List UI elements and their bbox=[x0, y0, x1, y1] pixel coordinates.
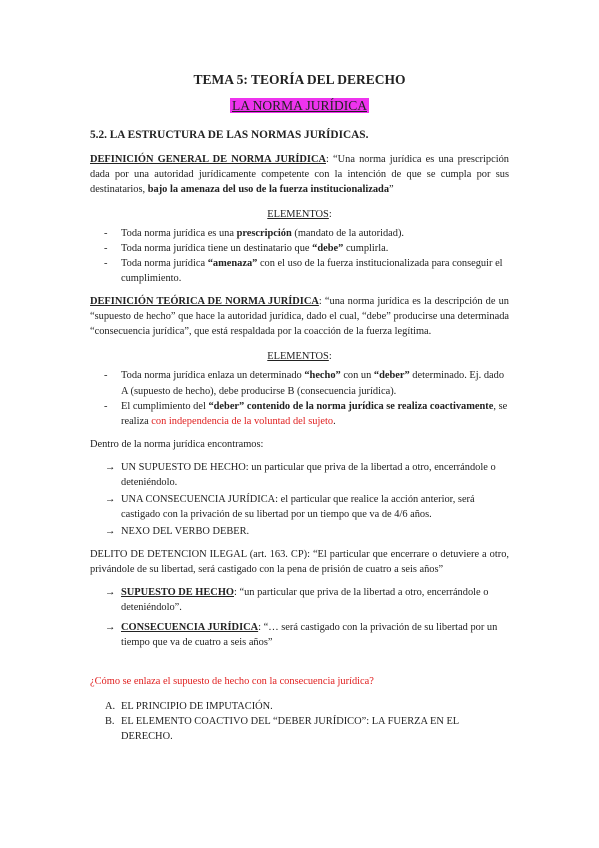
document-subtitle: LA NORMA JURÍDICA bbox=[231, 97, 367, 113]
definition-teorica-label: DEFINICIÓN TEÓRICA DE NORMA JURÍDICA bbox=[90, 296, 319, 308]
item-text: . bbox=[333, 415, 336, 427]
arrow-item-content bbox=[121, 620, 509, 650]
arrow-icon: → bbox=[105, 526, 116, 538]
arrow-item bbox=[90, 585, 509, 615]
definition-general-label: DEFINICIÓN GENERAL DE NORMA JURÍDICA bbox=[90, 153, 326, 165]
list-item bbox=[90, 399, 509, 429]
elementos-heading-2 bbox=[90, 349, 509, 364]
delito-paragraph: DELITO DE DETENCION ILEGAL (art. 163. CP): “El particular que encerrare o detuviere a otro, privándole de su libertad, será castigado con la pena de prisión de cuatro a seis años” bbox=[90, 549, 509, 576]
definition-general-text: : “Una norma jurídica es una prescripción dada por una autoridad jurídicamente competente con la intención de que se cumpla por sus destinatarios, bbox=[90, 153, 509, 195]
document-title: TEMA 5: TEORÍA DEL DERECHO bbox=[193, 72, 406, 87]
item-text: con el uso de la fuerza institucionalizada para conseguir el cumplimiento. bbox=[121, 257, 503, 285]
elementos-list-2 bbox=[90, 368, 509, 428]
item-text: Toda norma jurídica tiene un destinatario que bbox=[121, 242, 313, 254]
item-bold: “debe” bbox=[312, 242, 344, 254]
item-text: (mandato de la autoridad). bbox=[291, 227, 405, 239]
definition-teorica-text: : “una norma jurídica es la descripción de un “supuesto de hecho” que hace la autoridad jurídica, dado el cual, “debe” producirse una determinada “consecuencia jurídica”, que está respaldada por la coacción de la fuerza legítima. bbox=[90, 296, 509, 338]
dentro-paragraph: Dentro de la norma jurídica encontramos: bbox=[90, 438, 264, 450]
subtitle-wrap bbox=[90, 96, 509, 116]
arrow-list bbox=[90, 460, 509, 539]
list-item bbox=[90, 256, 509, 286]
list-item bbox=[90, 241, 509, 256]
item-text: , se realiza bbox=[121, 400, 508, 427]
definition-general-bold: bajo la amenaza del uso de la fuerza institucionalizada bbox=[147, 183, 390, 195]
question-text: ¿Cómo se enlaza el supuesto de hecho con la consecuencia jurídica? bbox=[90, 675, 374, 687]
item-text: cumplirla. bbox=[343, 242, 389, 254]
item-bold: “deber” bbox=[373, 370, 410, 382]
arrow-item-label: SUPUESTO DE HECHO bbox=[121, 587, 234, 599]
delito-list bbox=[90, 585, 509, 649]
arrow-icon: → bbox=[105, 621, 116, 633]
list-item bbox=[90, 226, 509, 241]
elementos-label: ELEMENTOS bbox=[267, 208, 329, 220]
arrow-item bbox=[90, 620, 509, 650]
item-bold: prescripción bbox=[236, 227, 292, 239]
arrow-icon: → bbox=[105, 587, 116, 599]
arrow-icon: → bbox=[105, 493, 116, 505]
elementos-colon: : bbox=[328, 351, 332, 363]
arrow-item-text: : “… será castigado con la privación de su libertad por un tiempo que va de cuatro a seis años” bbox=[121, 621, 498, 648]
answer-marker: B. bbox=[105, 715, 115, 727]
item-text: determinado. Ej. dado A (supuesto de hecho), debe producirse B (consecuencia jurídica). bbox=[121, 370, 505, 397]
elementos-list-1 bbox=[90, 226, 509, 286]
item-text: Toda norma jurídica es una bbox=[121, 227, 237, 239]
section-heading: 5.2. LA ESTRUCTURA DE LAS NORMAS JURÍDICAS. bbox=[90, 129, 369, 142]
answer-list bbox=[90, 699, 509, 744]
answer-text: EL PRINCIPIO DE IMPUTACIÓN. bbox=[121, 700, 273, 712]
arrow-item bbox=[90, 524, 509, 539]
item-bold: “deber” contenido de la norma jurídica se realiza coactivamente bbox=[208, 400, 494, 412]
elementos-label: ELEMENTOS bbox=[267, 351, 329, 363]
arrow-item-text: : “un particular que priva de la libertad a otro, encerrándole o deteniéndolo”. bbox=[121, 587, 489, 614]
answer-marker: A. bbox=[105, 700, 116, 712]
item-red-text: con independencia de la voluntad del sujeto bbox=[151, 415, 334, 427]
arrow-item-text: UN SUPUESTO DE HECHO: un particular que priva de la libertad a otro, encerrándole o deteniéndolo. bbox=[121, 461, 496, 488]
arrow-item-text: UNA CONSECUENCIA JURÍDICA: el particular que realice la acción anterior, será castigado con la privación de su libertad por un tiempo que va de 4/6 años. bbox=[121, 493, 475, 521]
answer-text: EL ELEMENTO COACTIVO DEL “DEBER JURÍDICO”: LA FUERZA EN EL DERECHO. bbox=[121, 715, 459, 742]
arrow-item bbox=[90, 460, 509, 490]
item-text: El cumplimiento del bbox=[121, 400, 209, 412]
item-bold: “hecho” bbox=[304, 370, 341, 382]
arrow-item-text: NEXO DEL VERBO DEBER. bbox=[121, 526, 250, 538]
answer-item bbox=[90, 699, 509, 714]
elementos-colon: : bbox=[328, 208, 332, 220]
elementos-heading-1 bbox=[90, 207, 509, 222]
item-text: Toda norma jurídica bbox=[121, 257, 208, 269]
definition-teorica bbox=[90, 294, 509, 339]
arrow-icon: → bbox=[105, 461, 116, 473]
item-text: con un bbox=[340, 370, 374, 382]
item-bold: “amenaza” bbox=[207, 257, 258, 269]
item-text: Toda norma jurídica enlaza un determinado bbox=[121, 370, 305, 382]
arrow-item-label: CONSECUENCIA JURÍDICA bbox=[121, 621, 259, 633]
arrow-item bbox=[90, 492, 509, 522]
definition-general bbox=[90, 152, 509, 197]
definition-general-end: ” bbox=[389, 183, 394, 195]
arrow-item-content bbox=[121, 585, 509, 615]
answer-item bbox=[90, 714, 509, 744]
list-item bbox=[90, 368, 509, 398]
